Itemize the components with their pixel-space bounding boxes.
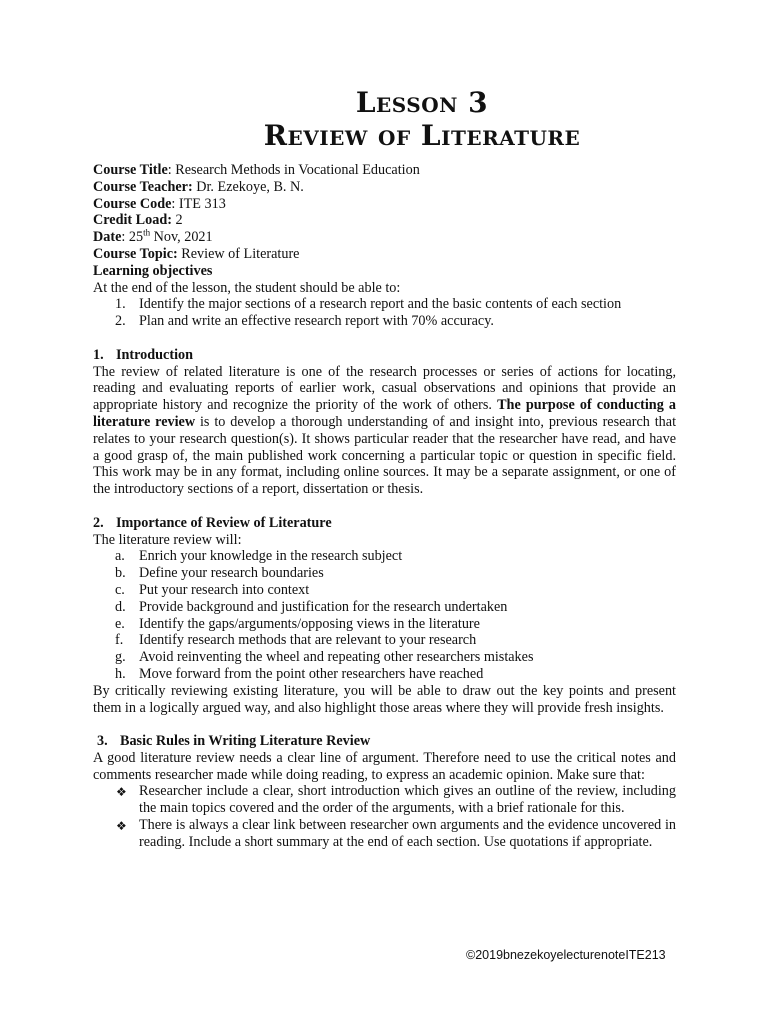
learning-objectives-label: Learning objectives — [93, 262, 213, 279]
objectives-list — [93, 296, 676, 330]
course-title-value: : Research Methods in Vocational Education — [167, 162, 420, 178]
list-item — [93, 783, 676, 817]
lesson-topic-title: Review of Literature — [263, 119, 581, 152]
objective-item — [93, 296, 676, 313]
course-teacher-line — [93, 179, 676, 196]
basic-rules-bullets — [93, 783, 676, 850]
item-text: Put your research into context — [139, 581, 310, 598]
item-letter: e. — [115, 615, 125, 632]
section-basic-rules-heading — [93, 733, 676, 750]
diamond-bullet-icon: ❖ — [116, 785, 127, 800]
list-item — [93, 649, 676, 666]
document-body — [93, 162, 676, 851]
intro-text-b: is to develop a thorough understanding of and insight into, previous research that relates to your research question(s). It shows particular reader that the researcher have read, and have a good grasp of, the main published work concerning a particular topic or question in specific field. This work may be in any format, including online sources. It may be a separate assignment, or one of the introductory sections of a report, dissertation or thesis. — [93, 413, 677, 498]
course-topic-value: Review of Literature — [177, 245, 300, 262]
diamond-bullet-icon: ❖ — [116, 819, 127, 834]
list-item — [93, 582, 676, 599]
list-item — [93, 565, 676, 582]
item-text: Identify the gaps/arguments/opposing views in the literature — [139, 615, 480, 632]
objective-text: Identify the major sections of a research report and the basic contents of each section — [139, 296, 622, 313]
list-item — [93, 817, 676, 851]
item-letter: h. — [115, 665, 126, 682]
list-item — [93, 616, 676, 633]
item-text: Enrich your knowledge in the research subject — [139, 548, 403, 565]
course-topic-label: Course Topic: — [93, 245, 178, 262]
item-letter: d. — [115, 598, 126, 615]
list-item — [93, 599, 676, 616]
lesson-number: Lesson 3 — [355, 86, 489, 119]
course-title-line — [93, 162, 676, 179]
objectives-intro: At the end of the lesson, the student should be able to: — [93, 279, 401, 296]
credit-load-line — [93, 212, 676, 229]
list-item — [93, 632, 676, 649]
item-letter: a. — [115, 548, 125, 565]
course-topic-line — [93, 246, 676, 263]
item-text: Provide background and justification for the research undertaken — [139, 598, 508, 615]
learning-objectives-heading — [93, 263, 676, 280]
list-item — [93, 666, 676, 683]
section-importance-heading — [93, 515, 676, 532]
course-code-value: : ITE 313 — [171, 195, 226, 212]
intro-text-bold: The purpose of conducting a literature review — [93, 397, 676, 430]
item-letter: g. — [115, 649, 126, 666]
objective-item — [93, 313, 676, 330]
importance-list — [93, 548, 676, 682]
item-letter: f. — [115, 632, 124, 649]
section-number: 2. — [93, 514, 104, 531]
section-title: Importance of Review of Literature — [116, 514, 332, 531]
item-text: Identify research methods that are relevant to your research — [139, 632, 477, 649]
bullet-text: Researcher include a clear, short introduction which gives an outline of the review, including the main topics covered and the order of the arguments, with a brief rationale for this. — [139, 783, 676, 817]
date-day: : 25 — [121, 229, 144, 246]
section-number: 1. — [93, 346, 104, 363]
importance-intro: The literature review will: — [93, 531, 242, 548]
credit-load-value: 2 — [171, 212, 183, 229]
date-month-year: Nov, 2021 — [150, 229, 213, 246]
document-page — [93, 86, 676, 851]
section-title: Basic Rules in Writing Literature Review — [120, 733, 371, 750]
course-code-line — [93, 196, 676, 213]
intro-text-a: The review of related literature is one of the research processes or series of actions for locating, reading and evaluating reports of earlier work, casual observations and opinions that provide an appropriate history and recognize the priority of the work of others. — [93, 363, 676, 414]
item-text: Define your research boundaries — [139, 565, 324, 582]
section-number: 3. — [97, 733, 108, 750]
course-code-label: Course Code — [93, 195, 172, 212]
objective-number: 1. — [115, 296, 126, 313]
copyright-footer: ©2019bnezekoyelecturenoteITE213 — [466, 948, 666, 962]
date-ordinal: th — [143, 227, 151, 238]
course-title-label: Course Title — [93, 162, 168, 178]
item-letter: c. — [115, 581, 125, 598]
credit-load-label: Credit Load: — [93, 212, 172, 229]
objective-text: Plan and write an effective research report with 70% accuracy. — [139, 313, 494, 330]
date-label: Date — [93, 229, 122, 246]
objective-number: 2. — [115, 313, 126, 330]
date-line — [93, 229, 676, 246]
item-text: Avoid reinventing the wheel and repeating other researchers mistakes — [139, 649, 534, 666]
introduction-paragraph — [93, 364, 676, 498]
importance-closing-paragraph: By critically reviewing existing literature, you will be able to draw out the key points and present them in a logically argued way, and also highlight those areas where they will provide fresh insights. — [93, 682, 676, 716]
list-item — [93, 548, 676, 565]
course-teacher-value: Dr. Ezekoye, B. N. — [192, 178, 304, 195]
bullet-text: There is always a clear link between researcher own arguments and the evidence uncovered in reading. Include a short summary at the end of each section. Use quotations if appropriate. — [139, 817, 676, 850]
section-introduction-heading — [93, 347, 676, 364]
section-title: Introduction — [116, 346, 193, 363]
item-letter: b. — [115, 565, 126, 582]
basic-rules-paragraph: A good literature review needs a clear line of argument. Therefore need to use the critical notes and comments researcher made while doing reading, to express an academic opinion. Make sure that: — [93, 749, 676, 783]
lesson-title — [168, 86, 676, 152]
item-text: Move forward from the point other researchers have reached — [139, 665, 484, 682]
course-teacher-label: Course Teacher: — [93, 178, 193, 195]
